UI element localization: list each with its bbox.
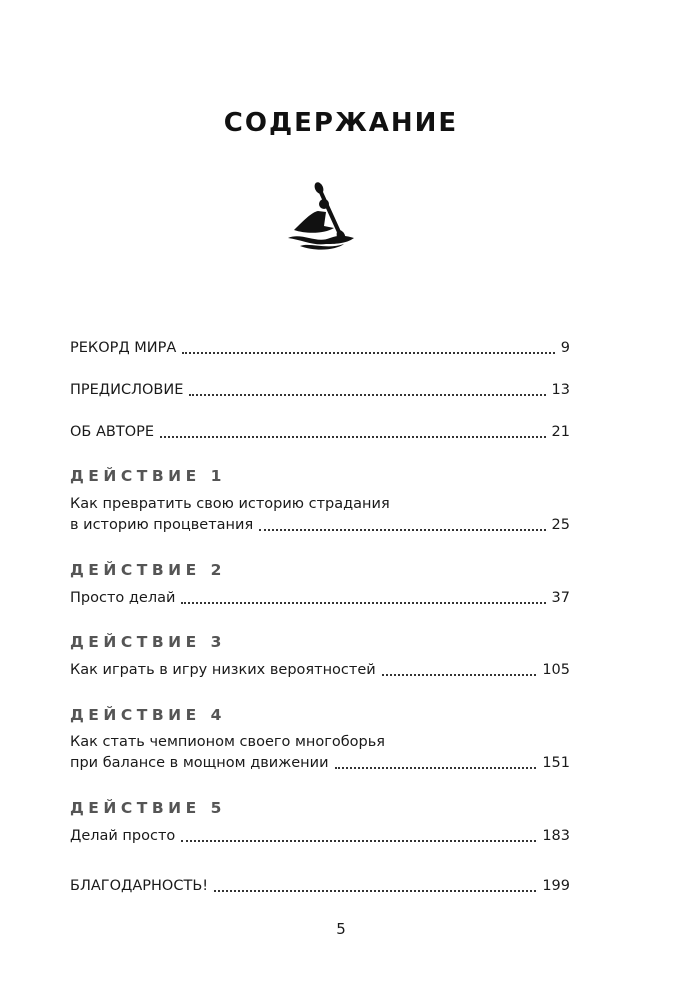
toc-entry-world-record[interactable] xyxy=(70,338,570,358)
toc-entry-page: 199 xyxy=(542,878,570,894)
leader-dots xyxy=(160,436,546,438)
toc-entry-thanks[interactable] xyxy=(70,876,570,896)
toc-entry-page: 183 xyxy=(542,828,570,844)
toc-entry-act5[interactable] xyxy=(70,826,570,846)
page-title: СОДЕРЖАНИЕ xyxy=(223,108,459,138)
leader-dots xyxy=(182,352,554,354)
page-number: 5 xyxy=(336,920,346,938)
act-3-heading: ДЕЙСТВИЕ 3 xyxy=(70,633,226,651)
toc-entry-preface[interactable] xyxy=(70,380,570,400)
leader-dots xyxy=(214,890,536,892)
toc-entry-page: 151 xyxy=(542,755,570,771)
toc-entry-label: БЛАГОДАРНОСТЬ! xyxy=(70,878,209,894)
toc-entry-page: 21 xyxy=(551,424,570,440)
toc-entry-page: 37 xyxy=(551,590,570,606)
leader-dots xyxy=(259,529,545,531)
toc-entry-page: 13 xyxy=(551,382,570,398)
toc-entry-act1[interactable] xyxy=(70,515,570,535)
toc-entry-label: РЕКОРД МИРА xyxy=(70,340,177,356)
toc-entry-label: Просто делай xyxy=(70,590,176,606)
toc-entry-page: 25 xyxy=(551,517,570,533)
leader-dots xyxy=(181,840,536,842)
toc-entry-label: при балансе в мощном движении xyxy=(70,755,329,771)
act-4-heading: ДЕЙСТВИЕ 4 xyxy=(70,706,226,724)
toc-entry-label: Как играть в игру низких вероятностей xyxy=(70,662,376,678)
leader-dots xyxy=(189,394,545,396)
leader-dots xyxy=(181,602,545,604)
act-5-heading: ДЕЙСТВИЕ 5 xyxy=(70,799,226,817)
toc-entry-label: в историю процветания xyxy=(70,517,254,533)
toc-entry-label: Делай просто xyxy=(70,828,176,844)
toc-entry-act1-line1[interactable]: Как превратить свою историю страдания xyxy=(70,496,390,512)
leader-dots xyxy=(382,674,537,676)
toc-entry-page: 9 xyxy=(560,340,570,356)
act-2-heading: ДЕЙСТВИЕ 2 xyxy=(70,561,226,579)
toc-entry-about-author[interactable] xyxy=(70,422,570,442)
toc-entry-label: ОБ АВТОРЕ xyxy=(70,424,155,440)
toc-entry-act4[interactable] xyxy=(70,753,570,773)
toc-entry-act4-line1[interactable]: Как стать чемпионом своего многоборья xyxy=(70,734,386,750)
toc-entry-page: 105 xyxy=(542,662,570,678)
toc-entry-act2[interactable] xyxy=(70,588,570,608)
leader-dots xyxy=(335,767,537,769)
toc-entry-act3[interactable] xyxy=(70,660,570,680)
kayaker-paddling-icon xyxy=(286,182,356,252)
act-1-heading: ДЕЙСТВИЕ 1 xyxy=(70,467,226,485)
toc-entry-label: ПРЕДИСЛОВИЕ xyxy=(70,382,184,398)
